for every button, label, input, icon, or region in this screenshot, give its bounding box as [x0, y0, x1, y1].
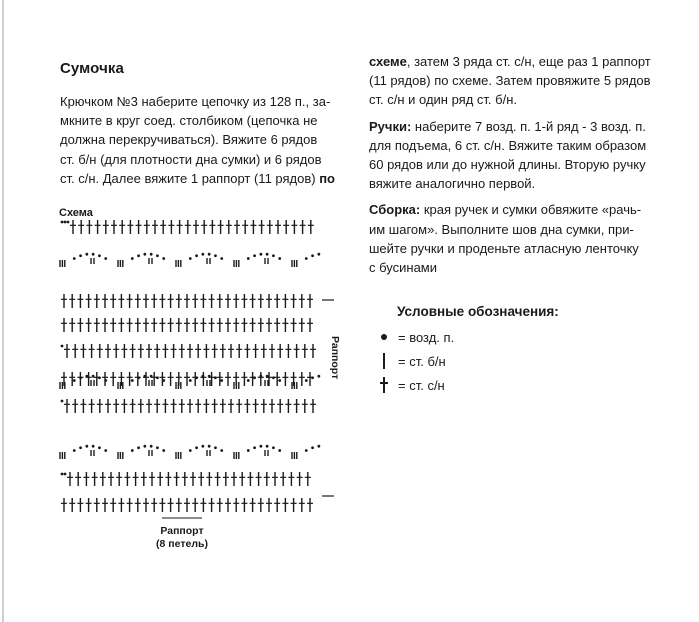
chain-stitch [214, 254, 217, 257]
chain-stitch [61, 473, 64, 476]
chain-stitch [266, 253, 269, 256]
chain-stitch [92, 445, 95, 448]
chain-stitch [64, 221, 67, 224]
chain-stitch [162, 257, 165, 260]
legend-chain: = возд. п. [376, 328, 454, 346]
chain-stitch [85, 253, 88, 256]
chain-stitch [150, 253, 153, 256]
chain-stitch [253, 254, 256, 257]
page-edge-rule [2, 0, 4, 622]
chain-stitch [259, 445, 262, 448]
chain-stitch [317, 445, 320, 448]
chain-stitch [247, 257, 250, 260]
chain-stitch [104, 257, 107, 260]
chain-stitch [311, 446, 314, 449]
chain-stitch [266, 445, 269, 448]
assembly-paragraph: Сборка: края ручек и сумки обвяжите «рачь- им шагом». Выполните шов дна сумки, при- шейте ручки и проденьте атласную ленточку с бусинами [369, 202, 642, 276]
chain-stitch [64, 473, 67, 476]
chain-stitch [67, 221, 70, 224]
chain-stitch [272, 446, 275, 449]
double-crochet-icon [376, 376, 392, 394]
chain-stitch [189, 449, 192, 452]
chain-stitch [278, 257, 281, 260]
chain-stitch [278, 449, 281, 452]
chain-stitch-icon [376, 328, 392, 346]
chain-stitch [247, 379, 250, 382]
chain-stitch [156, 254, 159, 257]
chain-stitch [92, 253, 95, 256]
chain-stitch [79, 446, 82, 449]
instructions-right-column [369, 52, 669, 284]
handles-paragraph: Ручки: наберите 7 возд. п. 1-й ряд - 3 возд. п. для подъема, 6 ст. с/н. Вяжите таким образом 60 рядов или до нужной длины. Вторую ручку вяжите аналогично первой. [369, 118, 647, 192]
chain-stitch [150, 445, 153, 448]
chain-stitch [195, 446, 198, 449]
chain-stitch [214, 446, 217, 449]
chain-stitch [201, 253, 204, 256]
chain-stitch [220, 449, 223, 452]
chain-stitch [131, 449, 134, 452]
chain-stitch [162, 449, 165, 452]
chain-stitch [156, 446, 159, 449]
instructions-left-column [60, 92, 350, 188]
instructions-paragraph: Крючком №3 наберите цепочку из 128 п., за- мкните в круг соед. столбиком (цепочка не должна перекручиваться). Вяжите 6 рядов ст. б/н (для плотности дна сумки) и 6 рядов ст. с/н. Далее вяжите 1 раппорт (11 рядов) по [60, 94, 335, 186]
chain-stitch [79, 254, 82, 257]
legend-double-crochet: = ст. с/н [376, 376, 445, 394]
legend-title: Условные обозначения: [397, 304, 559, 319]
chain-stitch [131, 379, 134, 382]
chain-stitch [131, 257, 134, 260]
chain-stitch [278, 379, 281, 382]
chain-stitch [305, 257, 308, 260]
chain-stitch [208, 445, 211, 448]
article-title: Сумочка [60, 60, 124, 77]
chain-stitch [220, 379, 223, 382]
rapport-side-label: Раппорт [329, 336, 341, 380]
chain-stitch [73, 257, 76, 260]
chain-stitch [61, 345, 64, 348]
chain-stitch [98, 446, 101, 449]
chain-stitch [98, 254, 101, 257]
chain-stitch [311, 254, 314, 257]
chain-stitch [61, 221, 64, 224]
chain-stitch [208, 253, 211, 256]
scheme-label: Схема [59, 207, 93, 219]
chain-stitch [195, 254, 198, 257]
chain-stitch [317, 375, 320, 378]
chain-stitch [220, 257, 223, 260]
chain-stitch [137, 446, 140, 449]
chain-stitch [137, 254, 140, 257]
chain-stitch [143, 253, 146, 256]
chain-stitch [73, 379, 76, 382]
chain-stitch [143, 445, 146, 448]
chain-stitch [201, 445, 204, 448]
chain-stitch [247, 449, 250, 452]
crochet-chart [52, 214, 352, 534]
continuation-paragraph: схеме, затем 3 ряда ст. с/н, еще раз 1 раппорт (11 рядов) по схеме. Затем провяжите 5 рядов ст. с/н и один ряд ст. б/н. [369, 54, 651, 108]
chain-stitch [189, 379, 192, 382]
chain-stitch [305, 379, 308, 382]
chain-stitch [61, 400, 64, 403]
chain-stitch [104, 449, 107, 452]
chain-stitch [305, 449, 308, 452]
chain-stitch [259, 253, 262, 256]
single-crochet-icon [376, 352, 392, 370]
chain-stitch [253, 446, 256, 449]
rapport-bottom-label: Раппорт (8 петель) [156, 525, 208, 550]
chain-stitch [272, 254, 275, 257]
chain-stitch [189, 257, 192, 260]
legend-single-crochet: = ст. б/н [376, 352, 446, 370]
chain-stitch [85, 445, 88, 448]
chain-stitch [73, 449, 76, 452]
chain-stitch [317, 253, 320, 256]
